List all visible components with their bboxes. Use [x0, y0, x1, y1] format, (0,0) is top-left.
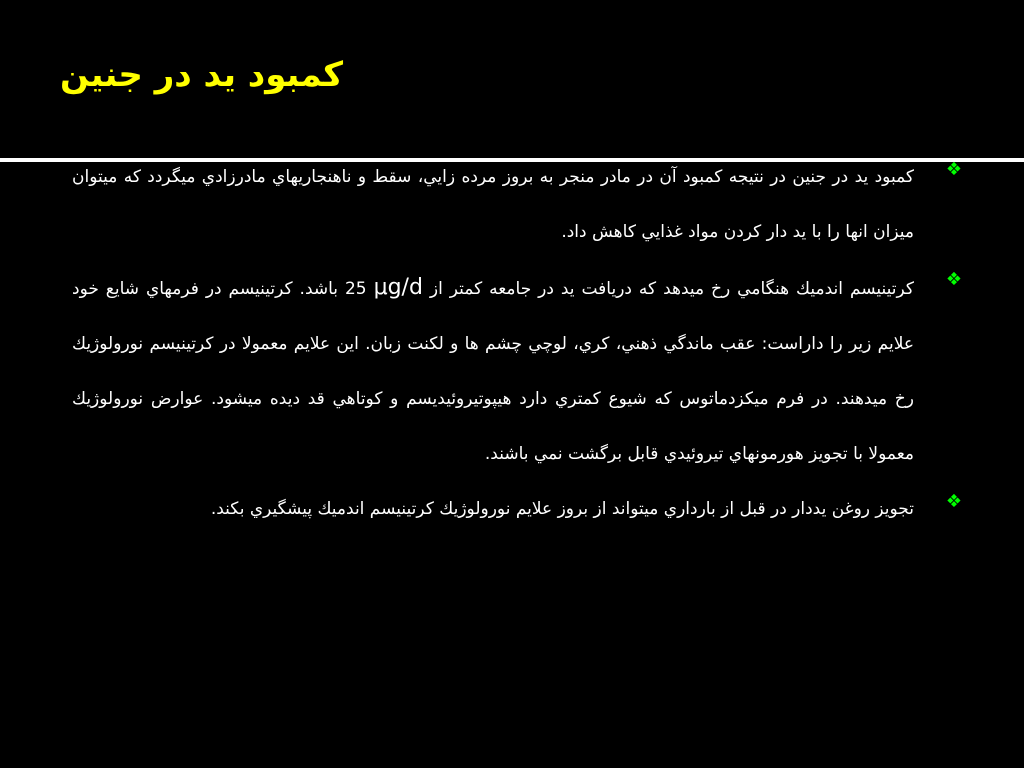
- bullet-item: [72, 260, 962, 482]
- bullet-text: تجويز روغن يددار در قبل از بارداري ميتواند از بروز علايم نورولوژيك کرتينيسم اندميك پيشگيري بکند.: [210, 499, 914, 519]
- diamond-bullet-icon: ❖: [945, 269, 962, 290]
- slide-title: کمبود يد در جنين: [60, 55, 344, 95]
- diamond-bullet-icon: ❖: [945, 159, 962, 180]
- slide-body: [72, 150, 962, 537]
- diamond-bullet-icon: ❖: [945, 491, 962, 512]
- bullet-item: [72, 150, 962, 260]
- iodine-amount: 25: [344, 279, 367, 299]
- bullet-text-continued: باشد. کرتينيسم در فرمهاي شايع خود علايم زير را داراست: عقب ماندگي ذهني، کري، لوچي چشم ها و لکنت زبان. اين علايم معمولا در کرتينيسم نورولوژيك رخ ميدهند. در فرم ميکزدماتوس که شيوع کمتري دارد هيپوتيروئيديسم و کوتاهي قد ديده ميشود. عوارض نورولوژيك معمولا با تجويز هورمونهاي تيروئيدي قابل برگشت نمي باشند.: [72, 279, 914, 464]
- bullet-text: کمبود يد در جنين در نتيجه کمبود آن در مادر منجر به بروز مرده زايي، سقط و ناهنجاريهاي مادرزادي ميگردد که ميتوان ميزان انها را با يد دار کردن مواد غذايي کاهش داد.: [72, 167, 914, 242]
- bullet-item: [72, 482, 962, 537]
- bullet-text: کرتينيسم اندميك هنگامي رخ ميدهد که دريافت يد در جامعه کمتر از: [429, 279, 915, 299]
- iodine-unit: μg/d: [373, 275, 423, 300]
